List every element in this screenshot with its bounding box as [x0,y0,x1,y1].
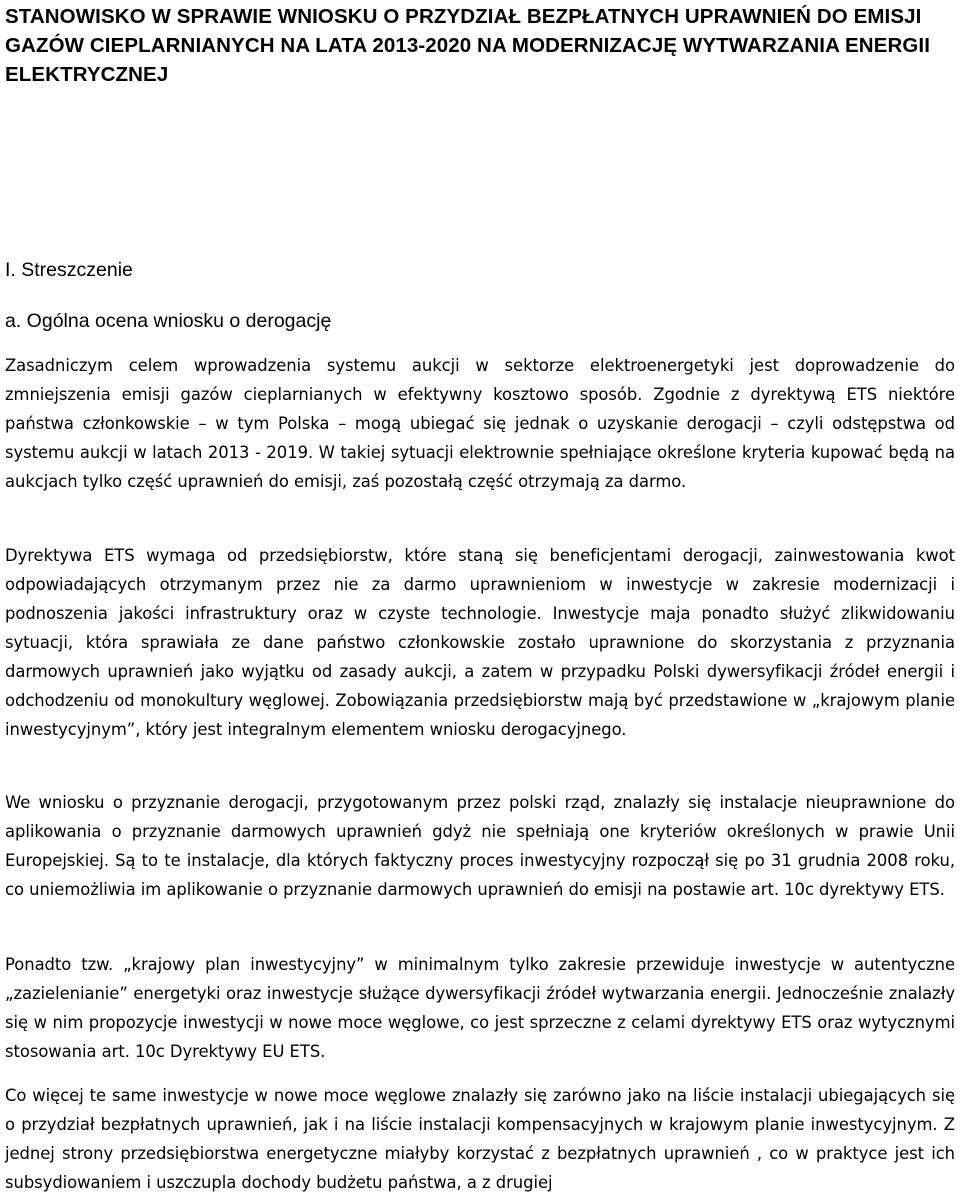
document-title: STANOWISKO W SPRAWIE WNIOSKU O PRZYDZIAŁ BEZPŁATNYCH UPRAWNIEŃ DO EMISJI GAZÓW CIEPLARNIANYCH NA LATA 2013-2020 NA MODERNIZACJĘ WYTWARZANIA ENERGII ELEKTRYCZNEJ [5,5,931,86]
paragraph: We wniosku o przyznanie derogacji, przygotowanym przez polski rząd, znalazły się instalacje nieuprawnione do aplikowania o przyznanie darmowych uprawnień gdyż nie spełniają one kryteriów określonych w prawie Unii Europejskiej. Są to te instalacje, dla których faktyczny proces inwestycyjny rozpoczął się po 31 grudnia 2008 roku, co uniemożliwia im aplikowanie o przyznanie darmowych uprawnień do emisji na postawie art. 10c dyrektywy ETS. [5,793,955,899]
paragraph: Zasadniczym celem wprowadzenia systemu aukcji w sektorze elektroenergetyki jest doprowadzenie do zmniejszenia emisji gazów cieplarnianych w efektywny kosztowo sposób. Zgodnie z dyrektywą ETS niektóre państwa członkowskie – w tym Polska – mogą ubiegać się jednak o uzyskanie derogacji – czyli odstępstwa od systemu aukcji w latach 2013 - 2019. W takiej sytuacji elektrownie spełniające określone kryteria kupować będą na aukcjach tylko część uprawnień do emisji, zaś pozostałą część otrzymają za darmo. [5,356,955,491]
paragraph: Ponadto tzw. „krajowy plan inwestycyjny” w minimalnym tylko zakresie przewiduje inwestycje w autentyczne „zazielenianie” energetyki oraz inwestycje służące dywersyfikacji źródeł wytwarzania energii. Jednocześnie znalazły się w nim propozycje inwestycji w nowe moce węglowe, co jest sprzeczne z celami dyrektywy ETS oraz wytycznymi stosowania art. 10c Dyrektywy EU ETS. [5,955,955,1061]
paragraph: Co więcej te same inwestycje w nowe moce węglowe znalazły się zarówno jako na liście instalacji ubiegających się o przydział bezpłatnych uprawnień, jak i na liście instalacji kompensacyjnych w krajowym planie inwestycyjnym. Z jednej strony przedsiębiorstwa energetyczne miałyby korzystać z bezpłatnych uprawnień , co w praktyce jest ich subsydiowaniem i uszczupla dochody budżetu państwa, a z drugiej [5,1086,955,1192]
subsection-heading: a. Ogólna ocena wniosku o derogację [5,310,332,332]
section-heading: I. Streszczenie [5,259,133,281]
paragraph: Dyrektywa ETS wymaga od przedsiębiorstw, które staną się beneficjentami derogacji, zainwestowania kwot odpowiadających otrzymanym przez nie za darmo uprawnieniom w inwestycje w zakresie modernizacji i podnoszenia jakości infrastruktury oraz w czyste technologie. Inwestycje maja ponadto służyć zlikwidowaniu sytuacji, która sprawiała ze dane państwo członkowskie zostało uprawnione do skorzystania z przyznania darmowych uprawnień jako wyjątku od zasady aukcji, a zatem w przypadku Polski dywersyfikacji źródeł energii i odchodzeniu od monokultury węglowej. Zobowiązania przedsiębiorstw mają być przedstawione w „krajowym planie inwestycyjnym”, który jest integralnym elementem wniosku derogacyjnego. [5,546,955,739]
